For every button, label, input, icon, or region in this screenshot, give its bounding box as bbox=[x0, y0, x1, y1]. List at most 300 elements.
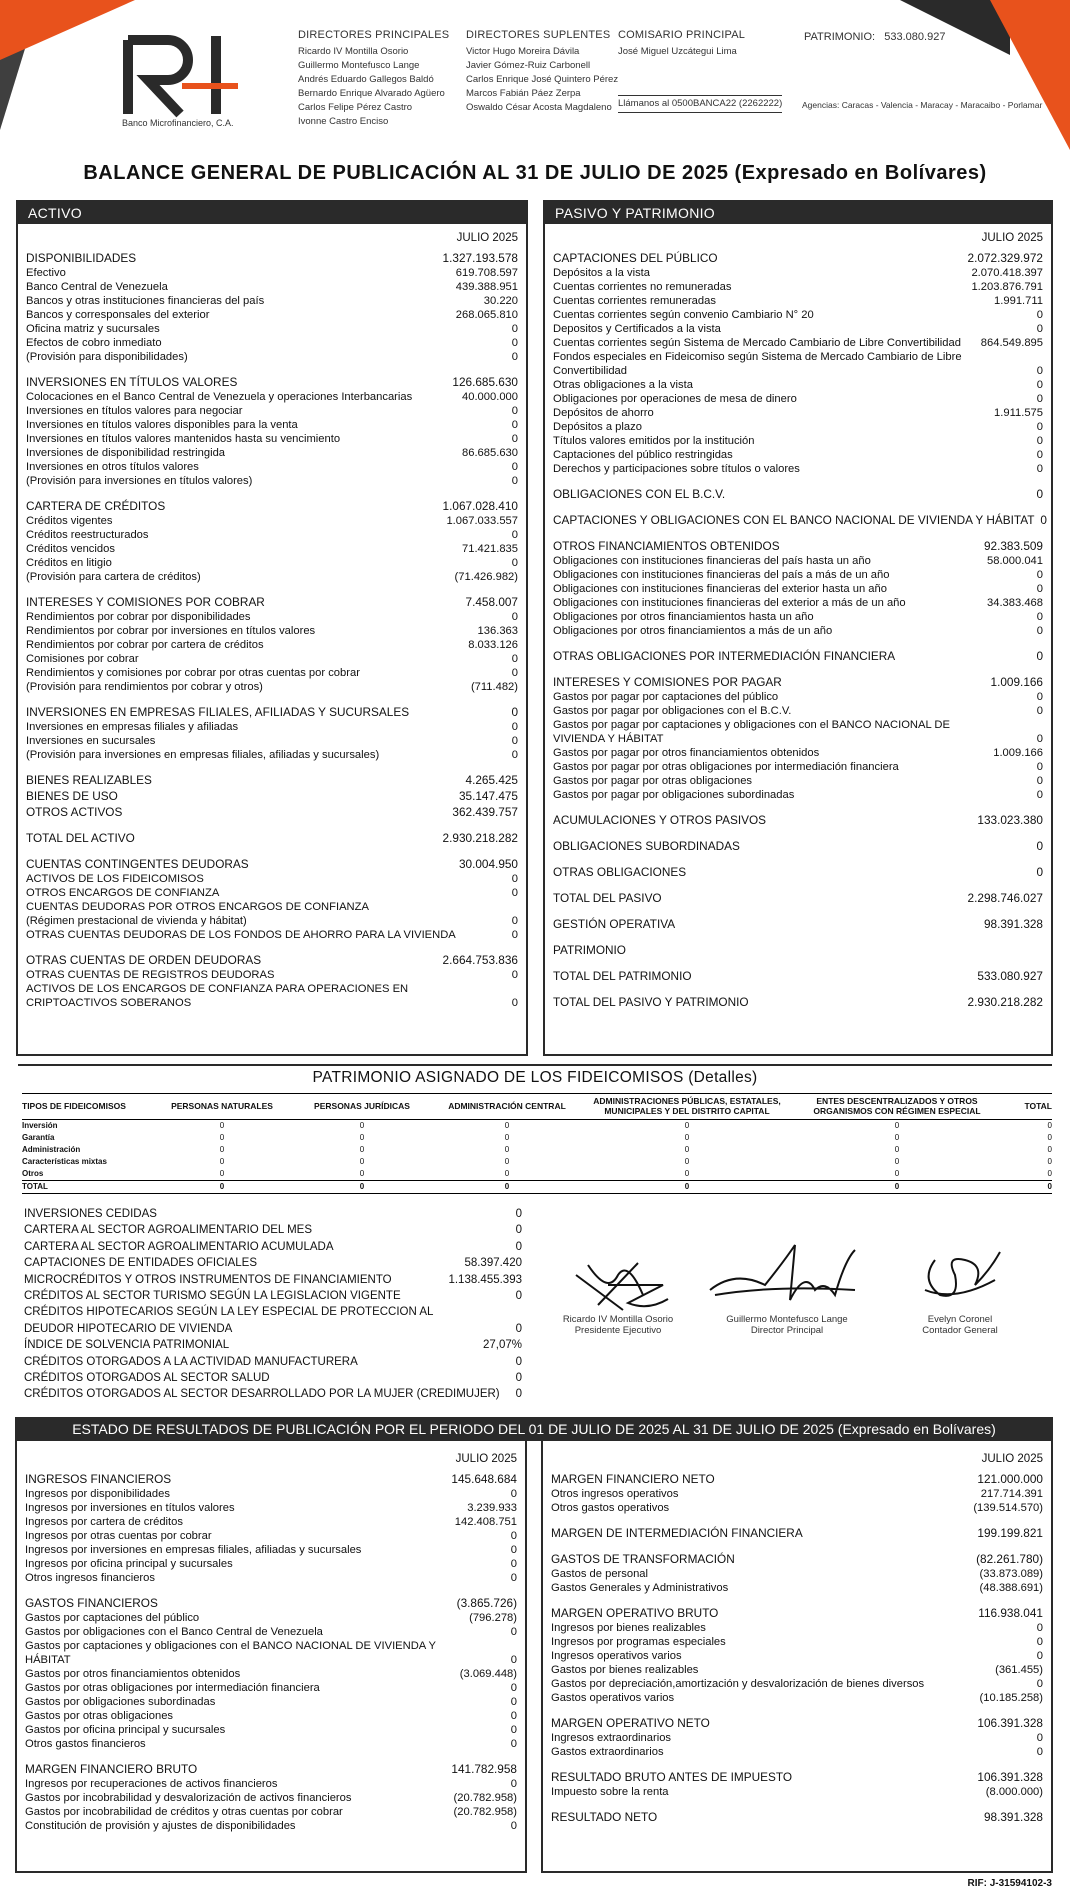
row-value: 2.930.218.282 bbox=[967, 995, 1043, 1009]
director-name: Carlos Enrique José Quintero Pérez bbox=[466, 74, 619, 85]
row-label: Comisiones por cobrar bbox=[26, 653, 139, 665]
row-label: MARGEN OPERATIVO NETO bbox=[551, 1716, 710, 1730]
fid-cell: 0 bbox=[219, 1133, 225, 1142]
statement-row bbox=[25, 1723, 517, 1737]
fid-header: ENTES DESCENTRALIZADOS Y OTROS ORGANISMOS CON RÉGIMEN ESPECIAL bbox=[792, 1094, 1002, 1120]
row-label: MICROCRÉDITOS Y OTROS INSTRUMENTOS DE FINANCIAMIENTO bbox=[24, 1273, 392, 1286]
statement-row bbox=[553, 266, 1043, 280]
row-label: Inversiones de disponibilidad restringida bbox=[26, 447, 226, 459]
row-value: 0 bbox=[1036, 463, 1043, 475]
row-label: Cuentas corrientes según convenio Cambiario N° 20 bbox=[553, 309, 814, 321]
resultados-header: ESTADO DE RESULTADOS DE PUBLICACIÓN POR EL PERIODO DEL 01 DE JULIO DE 2025 AL 31 DE JULIO DE 2025 (Expresado en Bolívares) bbox=[15, 1417, 1053, 1441]
fid-cell: 0 bbox=[359, 1133, 365, 1142]
signer-name: Ricardo IV Montilla Osorio bbox=[562, 1314, 674, 1325]
statement-row bbox=[553, 336, 1043, 350]
activo-rows bbox=[26, 228, 518, 1010]
statement-row bbox=[25, 1557, 517, 1571]
row-label: OTROS ENCARGOS DE CONFIANZA bbox=[26, 887, 220, 899]
row-value: 0 bbox=[515, 1388, 522, 1401]
row-value: 92.383.509 bbox=[983, 539, 1043, 553]
row-value: 0 bbox=[511, 735, 518, 747]
row-label: Gastos por pagar por obligaciones subordinadas bbox=[553, 789, 795, 801]
statement-row bbox=[26, 418, 518, 432]
fid-cell: 0 bbox=[684, 1133, 690, 1142]
row-label: (Provisión para disponibilidades) bbox=[26, 351, 188, 363]
fid-header: PERSONAS JURÍDICAS bbox=[292, 1094, 432, 1120]
fid-total-cell: 0 bbox=[1002, 1181, 1052, 1194]
statement-row bbox=[553, 788, 1043, 802]
row-value: 0 bbox=[511, 323, 518, 335]
row-label: Derechos y participaciones sobre títulos o valores bbox=[553, 463, 800, 475]
row-label: Otros gastos financieros bbox=[25, 1738, 146, 1750]
statement-row bbox=[24, 1321, 522, 1337]
row-label: Banco Central de Venezuela bbox=[26, 281, 168, 293]
row-value: 1.138.455.393 bbox=[448, 1273, 522, 1286]
fid-cell: 0 bbox=[684, 1121, 690, 1130]
statement-row bbox=[25, 1681, 517, 1695]
statement-row bbox=[553, 838, 1043, 854]
activo-panel bbox=[16, 200, 528, 1056]
statement-row bbox=[26, 638, 518, 652]
fid-cell: Garantía bbox=[22, 1133, 55, 1142]
row-value: 2.930.218.282 bbox=[442, 831, 518, 845]
row-label: (Régimen prestacional de vivienda y hábitat) bbox=[26, 915, 247, 927]
row-label: Inversiones en títulos valores mantenidos hasta su vencimiento bbox=[26, 433, 341, 445]
row-label: Ingresos por inversiones en empresas filiales, afiliadas y sucursales bbox=[25, 1544, 362, 1556]
director-name: Marcos Fabián Páez Zerpa bbox=[466, 88, 581, 99]
row-label: Inversiones en otros títulos valores bbox=[26, 461, 199, 473]
fid-cell: Otros bbox=[22, 1169, 44, 1178]
activo-header: ACTIVO bbox=[18, 202, 526, 224]
row-value: 1.067.028.410 bbox=[442, 499, 518, 513]
row-label: Efectivo bbox=[26, 267, 66, 279]
row-label: Rendimientos y comisiones por cobrar por otras cuentas por cobrar bbox=[26, 667, 360, 679]
fid-total-row bbox=[22, 1181, 1052, 1194]
row-value: 0 bbox=[1036, 649, 1043, 663]
row-value: 0 bbox=[515, 1322, 522, 1335]
row-value: 7.458.007 bbox=[465, 595, 518, 609]
director-name: Ivonne Castro Enciso bbox=[298, 116, 389, 127]
statement-row bbox=[26, 610, 518, 624]
row-value: (20.782.958) bbox=[453, 1792, 517, 1804]
row-value: 145.648.684 bbox=[451, 1472, 517, 1486]
row-label: Inversiones en títulos valores disponibles para la venta bbox=[26, 419, 298, 431]
row-label: BIENES DE USO bbox=[26, 789, 118, 803]
resultados-right-panel bbox=[541, 1441, 1053, 1873]
row-label: Convertibilidad bbox=[553, 365, 628, 377]
row-label: Obligaciones con instituciones financieras del exterior hasta un año bbox=[553, 583, 887, 595]
row-value: 0 bbox=[511, 653, 518, 665]
row-label: OBLIGACIONES SUBORDINADAS bbox=[553, 839, 740, 853]
row-value: 0 bbox=[1036, 1732, 1043, 1744]
row-label: Rendimientos por cobrar por cartera de créditos bbox=[26, 639, 264, 651]
statement-row bbox=[25, 1501, 517, 1515]
row-value: 98.391.328 bbox=[983, 1810, 1043, 1824]
signer-role: Presidente Ejecutivo bbox=[574, 1325, 662, 1336]
row-value bbox=[512, 900, 518, 914]
row-label: Inversiones en títulos valores para negociar bbox=[26, 405, 243, 417]
row-value: 0 bbox=[511, 433, 518, 445]
row-label: Cuentas corrientes según Sistema de Mercado Cambiario de Libre Convertibilidad bbox=[553, 337, 961, 349]
row-label: Depósitos a plazo bbox=[553, 421, 642, 433]
row-value: 3.239.933 bbox=[467, 1502, 517, 1514]
row-value: 0 bbox=[511, 721, 518, 733]
row-value: 1.991.711 bbox=[994, 295, 1043, 307]
fid-header: TOTAL bbox=[1002, 1094, 1052, 1120]
row-label: DISPONIBILIDADES bbox=[26, 251, 137, 265]
row-label: Gastos por depreciación,amortización y desvalorización de bienes diversos bbox=[551, 1678, 925, 1690]
statement-row bbox=[553, 942, 1043, 958]
statement-row bbox=[553, 624, 1043, 638]
otros-list bbox=[24, 1206, 522, 1403]
statement-row bbox=[26, 680, 518, 694]
row-label: Efectos de cobro inmediato bbox=[26, 337, 162, 349]
statement-row bbox=[553, 774, 1043, 788]
row-label: Gastos por obligaciones subordinadas bbox=[25, 1696, 216, 1708]
row-value: 0 bbox=[1036, 569, 1043, 581]
fid-cell: 0 bbox=[359, 1121, 365, 1130]
row-value: 0 bbox=[511, 915, 518, 927]
row-label: Bancos y corresponsales del exterior bbox=[26, 309, 210, 321]
statement-row bbox=[24, 1386, 522, 1402]
row-value: 0 bbox=[1036, 309, 1043, 321]
statement-row bbox=[553, 916, 1043, 932]
fid-cell: Características mixtas bbox=[22, 1157, 107, 1166]
statement-row bbox=[26, 432, 518, 446]
row-value: 362.439.757 bbox=[452, 805, 518, 819]
row-label: Ingresos operativos varios bbox=[551, 1650, 682, 1662]
row-label: MARGEN OPERATIVO BRUTO bbox=[551, 1606, 719, 1620]
signature-ricardo-montilla bbox=[568, 1255, 678, 1317]
row-value: 0 bbox=[510, 1710, 517, 1722]
row-value: 86.685.630 bbox=[462, 447, 518, 459]
row-value: 126.685.630 bbox=[452, 375, 518, 389]
row-label: CARTERA DE CRÉDITOS bbox=[26, 499, 166, 513]
fid-cell: 0 bbox=[504, 1133, 510, 1142]
statement-row bbox=[24, 1239, 522, 1255]
row-label: Gastos Generales y Administrativos bbox=[551, 1582, 729, 1594]
row-label: Obligaciones con instituciones financieras del país a más de un año bbox=[553, 569, 890, 581]
director-name: Ricardo IV Montilla Osorio bbox=[298, 46, 409, 57]
row-label: (Provisión para inversiones en empresas filiales, afiliadas y sucursales) bbox=[26, 749, 380, 761]
row-label: INVERSIONES EN EMPRESAS FILIALES, AFILIADAS Y SUCURSALES bbox=[26, 705, 410, 719]
row-label: GASTOS DE TRANSFORMACIÓN bbox=[551, 1552, 735, 1566]
row-label: CRÉDITOS HIPOTECARIOS SEGÚN LA LEY ESPECIAL DE PROTECCION AL bbox=[24, 1306, 434, 1319]
row-label: Gastos extraordinarios bbox=[551, 1746, 664, 1758]
statement-row bbox=[553, 308, 1043, 322]
row-value: 58.000.041 bbox=[987, 555, 1043, 567]
statement-row bbox=[24, 1255, 522, 1271]
row-value: (33.873.089) bbox=[979, 1568, 1043, 1580]
statement-row bbox=[26, 474, 518, 488]
row-label: Gastos por incobrabilidad y desvalorización de activos financieros bbox=[25, 1792, 352, 1804]
patrimonio-value: 533.080.927 bbox=[884, 31, 946, 43]
statement-row bbox=[24, 1272, 522, 1288]
statement-row bbox=[24, 1354, 522, 1370]
row-value: 0 bbox=[510, 1626, 517, 1638]
row-label: INVERSIONES CEDIDAS bbox=[24, 1208, 157, 1220]
r4-logo bbox=[120, 30, 240, 120]
row-label: Gastos por captaciones del público bbox=[25, 1612, 200, 1624]
row-value: 0 bbox=[1036, 393, 1043, 405]
fid-cell: 0 bbox=[1047, 1145, 1052, 1154]
row-value: 0 bbox=[511, 351, 518, 363]
row-value: 2.070.418.397 bbox=[971, 267, 1043, 279]
row-value bbox=[512, 982, 518, 996]
brand-subtitle: Banco Microfinanciero, C.A. bbox=[122, 118, 234, 128]
row-value: 0 bbox=[515, 1290, 522, 1303]
row-value: 0 bbox=[511, 749, 518, 761]
statement-row bbox=[553, 406, 1043, 420]
row-label: Cuentas corrientes remuneradas bbox=[553, 295, 716, 307]
directores-suplentes bbox=[466, 28, 618, 115]
row-value bbox=[516, 1304, 522, 1320]
row-value: 1.009.166 bbox=[993, 747, 1043, 759]
patrimonio-label: PATRIMONIO: bbox=[804, 31, 876, 43]
statement-row bbox=[26, 886, 518, 900]
signer-name: Evelyn Coronel bbox=[927, 1314, 993, 1325]
row-label: Depósitos de ahorro bbox=[553, 407, 654, 419]
statement-row bbox=[553, 648, 1043, 664]
row-value: 0 bbox=[511, 337, 518, 349]
resultados-col-header-left: JULIO 2025 bbox=[455, 1453, 517, 1465]
statement-row bbox=[553, 760, 1043, 774]
fid-cell: 0 bbox=[1047, 1169, 1052, 1178]
statement-row bbox=[26, 390, 518, 404]
row-value: 0 bbox=[510, 1530, 517, 1542]
row-value: 116.938.041 bbox=[978, 1606, 1043, 1620]
fid-header: TIPOS DE FIDEICOMISOS bbox=[22, 1094, 152, 1120]
fideicomisos-title: PATRIMONIO ASIGNADO DE LOS FIDEICOMISOS (Detalles) bbox=[312, 1069, 758, 1086]
row-label: Colocaciones en el Banco Central de Venezuela y operaciones Interbancarias bbox=[26, 391, 413, 403]
fid-cell: 0 bbox=[1047, 1157, 1052, 1166]
row-value: 439.388.951 bbox=[455, 281, 518, 293]
row-value: 30.004.950 bbox=[458, 857, 518, 871]
statement-row bbox=[553, 718, 1043, 732]
row-label: CRÉDITOS OTORGADOS AL SECTOR SALUD bbox=[24, 1372, 270, 1385]
signature-block-3 bbox=[905, 1314, 1015, 1336]
fid-header: ADMINISTRACIONES PÚBLICAS, ESTATALES, MUNICIPALES Y DEL DISTRITO CAPITAL bbox=[582, 1094, 792, 1120]
row-value: 71.421.835 bbox=[462, 543, 518, 555]
row-label: (Provisión para cartera de créditos) bbox=[26, 571, 201, 583]
statement-row bbox=[553, 434, 1043, 448]
row-label: TOTAL DEL PASIVO Y PATRIMONIO bbox=[553, 995, 749, 1009]
statement-row bbox=[553, 554, 1043, 568]
pasivo-col-header: JULIO 2025 bbox=[981, 232, 1043, 244]
fid-cell: 0 bbox=[504, 1169, 510, 1178]
pasivo-rows bbox=[553, 228, 1047, 1010]
row-value: 0 bbox=[515, 1224, 522, 1237]
fid-row bbox=[22, 1132, 1052, 1144]
row-label: CUENTAS CONTINGENTES DEUDORAS bbox=[26, 857, 249, 871]
director-name: Javier Gómez-Ruiz Carbonell bbox=[466, 60, 591, 71]
row-label: Ingresos por disponibilidades bbox=[25, 1488, 170, 1500]
row-value: 0 bbox=[1036, 435, 1043, 447]
fid-cell: 0 bbox=[504, 1145, 510, 1154]
fid-cell: 0 bbox=[684, 1145, 690, 1154]
row-label: Obligaciones con instituciones financieras del país hasta un año bbox=[553, 555, 871, 567]
row-value: 0 bbox=[1036, 789, 1043, 801]
row-label: GESTIÓN OPERATIVA bbox=[553, 917, 676, 931]
row-value: 2.072.329.972 bbox=[967, 251, 1043, 265]
statement-row bbox=[553, 596, 1043, 610]
row-value: 141.782.958 bbox=[451, 1762, 517, 1776]
row-value: 0 bbox=[511, 705, 518, 719]
signature-evelyn-coronel bbox=[915, 1240, 1005, 1315]
row-label: Gastos de personal bbox=[551, 1568, 649, 1580]
row-label: (Provisión para rendimientos por cobrar y otros) bbox=[26, 681, 263, 693]
fid-cell: 0 bbox=[504, 1157, 510, 1166]
row-label: Gastos por pagar por otras obligaciones por intermediación financiera bbox=[553, 761, 899, 773]
row-value: 0 bbox=[1036, 449, 1043, 461]
fid-cell: 0 bbox=[219, 1157, 225, 1166]
row-label: Depósitos a la vista bbox=[553, 267, 651, 279]
row-label: TOTAL DEL ACTIVO bbox=[26, 831, 135, 845]
fid-header: PERSONAS NATURALES bbox=[152, 1094, 292, 1120]
row-value: 0 bbox=[1036, 611, 1043, 623]
row-label: Gastos por bienes realizables bbox=[551, 1664, 699, 1676]
row-value: 58.397.420 bbox=[464, 1257, 522, 1270]
row-value: 1.067.033.557 bbox=[446, 515, 518, 527]
row-label: CRÉDITOS OTORGADOS AL SECTOR DESARROLLADO POR LA MUJER (CREDIMUJER) bbox=[24, 1388, 500, 1401]
directores-principales-title: DIRECTORES PRINCIPALES bbox=[298, 29, 450, 41]
row-label: Otros ingresos operativos bbox=[551, 1488, 679, 1500]
row-value: 106.391.328 bbox=[977, 1716, 1043, 1730]
row-label: Fondos especiales en Fideicomiso según Sistema de Mercado Cambiario de Libre bbox=[553, 351, 962, 363]
fid-cell: 0 bbox=[684, 1169, 690, 1178]
statement-row bbox=[551, 1581, 1043, 1595]
row-label: Oficina matriz y sucursales bbox=[26, 323, 160, 335]
row-value: 4.265.425 bbox=[465, 773, 518, 787]
row-value: 0 bbox=[1036, 1650, 1043, 1662]
row-value: 0 bbox=[511, 405, 518, 417]
statement-row bbox=[551, 1649, 1043, 1663]
statement-row bbox=[26, 266, 518, 280]
row-value: 8.033.126 bbox=[468, 639, 518, 651]
row-label: Gastos por pagar por captaciones y obligaciones con el BANCO NACIONAL DE bbox=[553, 719, 950, 731]
statement-row bbox=[553, 294, 1043, 308]
row-label: Rendimientos por cobrar por disponibilidades bbox=[26, 611, 251, 623]
row-label: Inversiones en sucursales bbox=[26, 735, 156, 747]
row-value: 136.363 bbox=[477, 625, 518, 637]
statement-row bbox=[26, 788, 518, 804]
statement-row bbox=[26, 308, 518, 322]
row-value: 0 bbox=[510, 1696, 517, 1708]
row-label: Inversiones en empresas filiales y afiliadas bbox=[26, 721, 239, 733]
row-value: 0 bbox=[510, 1488, 517, 1500]
row-label: ÍNDICE DE SOLVENCIA PATRIMONIAL bbox=[24, 1339, 230, 1352]
statement-row bbox=[26, 928, 518, 942]
statement-row bbox=[553, 732, 1043, 746]
fid-row bbox=[22, 1156, 1052, 1168]
statement-row bbox=[25, 1595, 517, 1611]
fid-row bbox=[22, 1168, 1052, 1181]
row-label: Otros gastos operativos bbox=[551, 1502, 670, 1514]
row-value: (71.426.982) bbox=[454, 571, 518, 583]
row-value: 0 bbox=[1036, 839, 1043, 853]
fid-total-cell: 0 bbox=[792, 1181, 1002, 1194]
row-value: 0 bbox=[510, 1654, 517, 1666]
row-value: 0 bbox=[510, 1682, 517, 1694]
row-value: (3.865.726) bbox=[456, 1596, 517, 1610]
statement-row bbox=[551, 1501, 1043, 1515]
row-value: 0 bbox=[515, 1372, 522, 1385]
row-label: OTROS ACTIVOS bbox=[26, 805, 123, 819]
statement-row bbox=[25, 1529, 517, 1543]
row-label: ACTIVOS DE LOS FIDEICOMISOS bbox=[26, 873, 204, 885]
row-value: 0 bbox=[1036, 775, 1043, 787]
pasivo-header: PASIVO Y PATRIMONIO bbox=[545, 202, 1051, 224]
row-value: (82.261.780) bbox=[976, 1552, 1043, 1566]
row-value: (796.278) bbox=[469, 1612, 517, 1624]
row-value bbox=[1037, 350, 1043, 364]
statement-row bbox=[25, 1667, 517, 1681]
statement-row bbox=[551, 1567, 1043, 1581]
statement-row bbox=[25, 1625, 517, 1639]
statement-row bbox=[26, 350, 518, 364]
statement-row bbox=[26, 250, 518, 266]
pasivo-panel bbox=[543, 200, 1053, 1056]
row-label: OTRAS CUENTAS DEUDORAS DE LOS FONDOS DE AHORRO PARA LA VIVIENDA bbox=[26, 929, 456, 941]
row-value: 0 bbox=[1036, 865, 1043, 879]
signature-block-2 bbox=[712, 1314, 862, 1336]
fid-cell: 0 bbox=[359, 1169, 365, 1178]
statement-row bbox=[25, 1805, 517, 1819]
statement-row bbox=[551, 1621, 1043, 1635]
row-label: Gastos por captaciones y obligaciones con el BANCO NACIONAL DE VIVIENDA Y bbox=[25, 1640, 437, 1652]
row-value: 0 bbox=[510, 1558, 517, 1570]
statement-row bbox=[25, 1737, 517, 1751]
row-label: MARGEN FINANCIERO NETO bbox=[551, 1472, 715, 1486]
row-value: 27,07% bbox=[482, 1339, 522, 1352]
row-label: Ingresos por bienes realizables bbox=[551, 1622, 706, 1634]
row-value: (10.185.258) bbox=[979, 1692, 1043, 1704]
comisario-name: José Miguel Uzcátegui Lima bbox=[618, 46, 737, 57]
statement-row bbox=[553, 486, 1043, 502]
statement-row bbox=[553, 568, 1043, 582]
resultados-left-list bbox=[25, 1471, 517, 1833]
corner-orange-right bbox=[990, 0, 1070, 150]
row-label: CRÉDITOS AL SECTOR TURISMO SEGÚN LA LEGISLACION VIGENTE bbox=[24, 1290, 401, 1303]
row-label: Gastos operativos varios bbox=[551, 1692, 675, 1704]
row-label: OBLIGACIONES CON EL B.C.V. bbox=[553, 487, 726, 501]
row-label: BIENES REALIZABLES bbox=[26, 773, 152, 787]
resultados-left-panel bbox=[15, 1441, 527, 1873]
row-value: 0 bbox=[511, 997, 518, 1009]
fid-cell: 0 bbox=[359, 1145, 365, 1154]
row-value: 2.664.753.836 bbox=[442, 953, 518, 967]
fid-header: ADMINISTRACIÓN CENTRAL bbox=[432, 1094, 582, 1120]
fid-cell: 0 bbox=[894, 1133, 900, 1142]
statement-row bbox=[551, 1663, 1043, 1677]
statement-row bbox=[551, 1487, 1043, 1501]
statement-row bbox=[26, 748, 518, 762]
row-label: CUENTAS DEUDORAS POR OTROS ENCARGOS DE CONFIANZA bbox=[26, 901, 369, 913]
row-label: Créditos vencidos bbox=[26, 543, 115, 555]
statement-row bbox=[26, 704, 518, 720]
statement-row bbox=[551, 1715, 1043, 1731]
row-value: 0 bbox=[515, 1355, 522, 1368]
row-value: 0 bbox=[1036, 691, 1043, 703]
row-label: OTRAS OBLIGACIONES POR INTERMEDIACIÓN FINANCIERA bbox=[553, 649, 896, 663]
statement-row bbox=[553, 350, 1043, 364]
statement-row bbox=[26, 280, 518, 294]
statement-row bbox=[551, 1785, 1043, 1799]
statement-row bbox=[26, 570, 518, 584]
row-value: 0 bbox=[1036, 761, 1043, 773]
comisario bbox=[618, 28, 745, 59]
statement-row bbox=[25, 1471, 517, 1487]
